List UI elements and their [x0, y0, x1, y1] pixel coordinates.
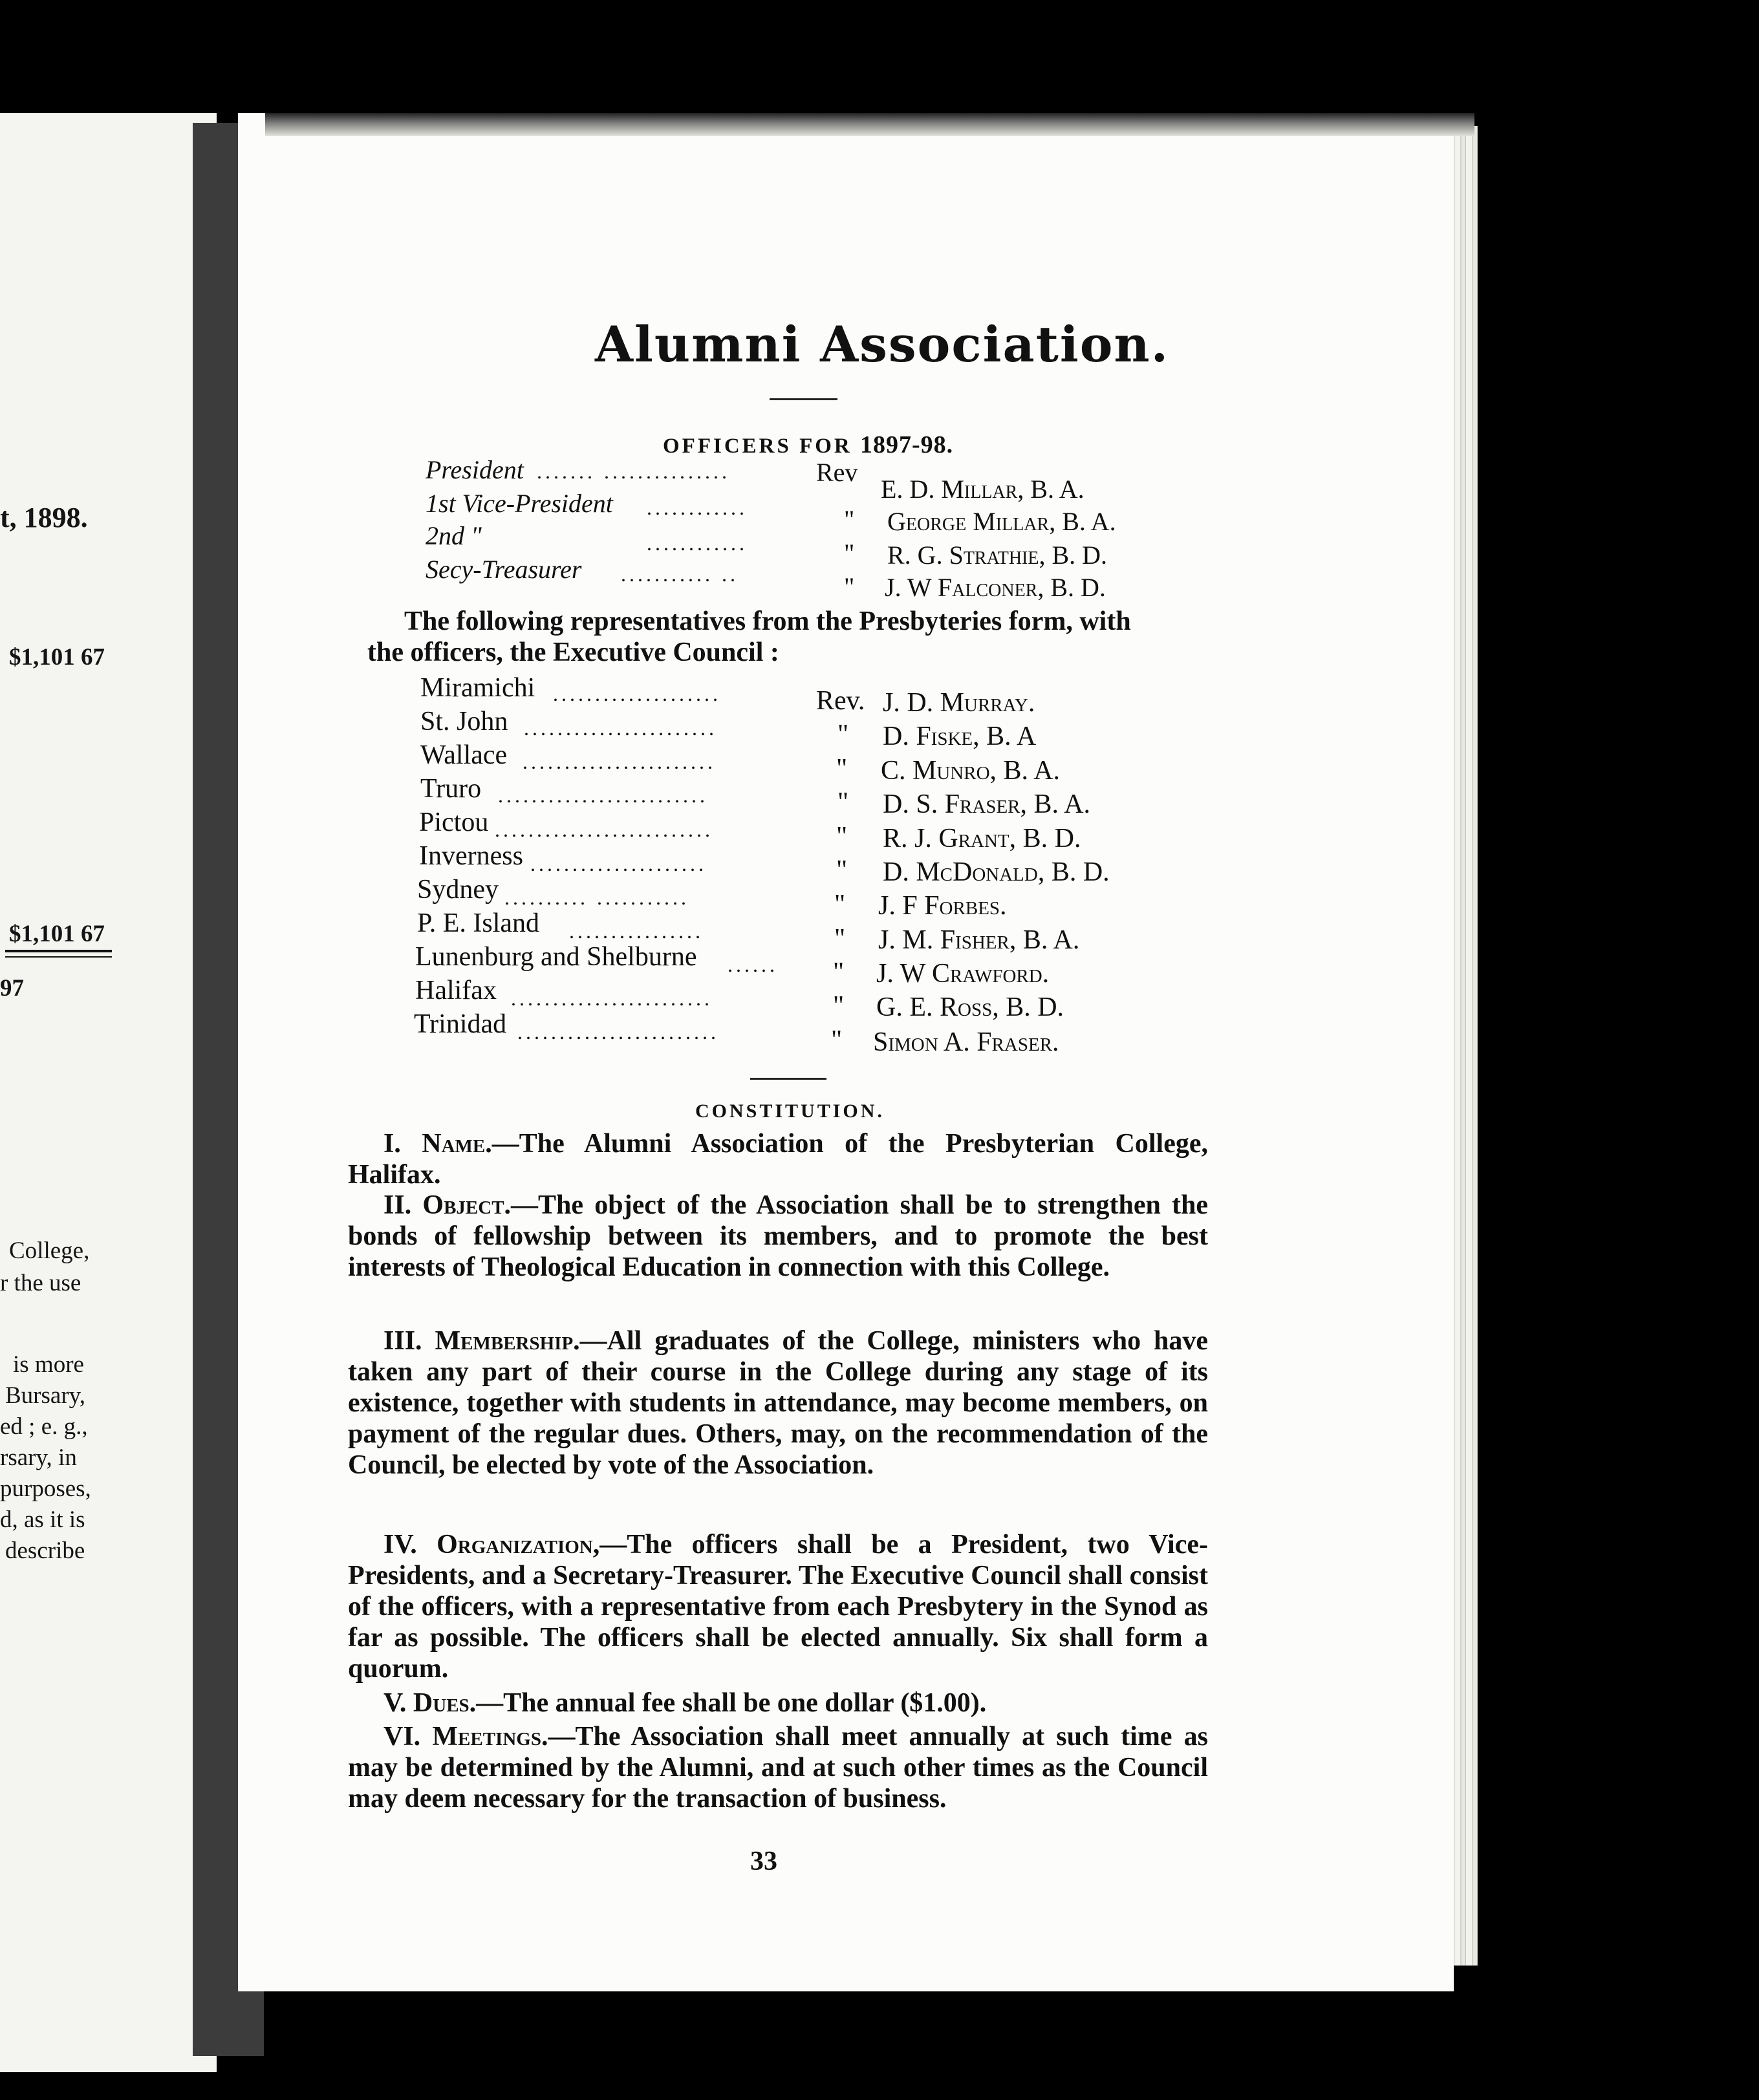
- title-rule: [770, 398, 837, 400]
- leader-dots: ........................: [517, 1020, 719, 1044]
- presbytery-prefix: ": [836, 822, 848, 852]
- officer-prefix: ": [844, 572, 855, 601]
- office-title: 1st Vice-President: [426, 489, 613, 518]
- left-fragment: $1,101 67: [9, 644, 105, 670]
- leader-dots: .......................: [524, 716, 717, 740]
- presbytery-rep: G. E. Ross, B. D.: [876, 992, 1064, 1022]
- presbytery-name: P. E. Island: [417, 908, 539, 938]
- total-rule: [5, 950, 112, 952]
- presbytery-name: Halifax: [415, 976, 497, 1005]
- presbytery-prefix: ": [834, 890, 846, 919]
- left-fragment: ed ; e. g.,: [0, 1413, 88, 1440]
- article-label: Membership.: [435, 1326, 580, 1356]
- leader-dots: ........................: [511, 987, 713, 1010]
- leader-dots: .........................: [498, 784, 708, 807]
- article-text: —The Alumni Association of the Presbyterian College, Halifax.: [348, 1129, 1208, 1190]
- presbytery-prefix: ": [837, 788, 849, 817]
- constitution-article: [348, 1688, 1208, 1719]
- office-title: President: [426, 455, 524, 484]
- presbytery-prefix: ": [833, 958, 845, 987]
- constitution-article: [348, 1721, 1208, 1814]
- presbytery-prefix: ": [837, 720, 849, 749]
- left-fragment: rsary, in: [0, 1444, 77, 1471]
- left-fragment: 97: [0, 975, 24, 1002]
- office-title: Secy-Treasurer: [426, 555, 582, 584]
- article-label: Name.: [422, 1129, 492, 1159]
- article-text: —The Association shall meet annually at such time as may be determined by the Alumni, and at such other times as the Council may deem necessary for the transaction of business.: [348, 1722, 1208, 1814]
- leader-dots: .......... ...........: [504, 886, 689, 909]
- officers-heading: [663, 431, 953, 459]
- leader-dots: ............: [647, 531, 748, 555]
- article-label: Meetings.: [432, 1722, 548, 1752]
- leader-dots: ........... ..: [621, 562, 739, 586]
- leader-dots: .....................: [530, 852, 707, 875]
- left-page: [0, 113, 217, 2072]
- presbytery-rep: J. F Forbes.: [878, 891, 1007, 921]
- officer-prefix: ": [844, 505, 855, 534]
- article-number: V.: [383, 1688, 407, 1718]
- presbytery-name: Inverness: [419, 841, 523, 871]
- presbytery-name: St. John: [420, 707, 508, 736]
- left-fragment: r the use: [0, 1270, 81, 1296]
- officer-name: George Millar, B. A.: [887, 507, 1116, 536]
- presbytery-name: Miramichi: [420, 673, 535, 703]
- leader-dots: ..........................: [495, 818, 713, 841]
- constitution-article: [348, 1190, 1208, 1283]
- office-title: 2nd ": [426, 521, 482, 550]
- article-label: Dues.: [413, 1688, 477, 1718]
- presbytery-name: Wallace: [420, 740, 508, 770]
- total-rule-thin: [5, 956, 112, 958]
- officer-name: R. G. Strathie, B. D.: [887, 541, 1108, 570]
- page-title: Alumni Association.: [595, 316, 1170, 373]
- left-fragment: describe: [5, 1538, 85, 1564]
- council-intro-line: The following representatives from the Presbyteries form, with: [404, 606, 1131, 636]
- left-fragment: is more: [13, 1351, 84, 1378]
- leader-dots: ....... ...............: [537, 460, 730, 483]
- presbytery-name: Pictou: [419, 808, 489, 837]
- left-fragment: $1,101 67: [9, 921, 105, 947]
- presbytery-rep: J. W Crawford.: [876, 959, 1050, 989]
- officer-name: J. W Falconer, B. D.: [885, 573, 1106, 602]
- officer-prefix: ": [844, 539, 855, 568]
- officers-heading-label: OFFICERS FOR: [663, 434, 852, 458]
- presbytery-rep: D. Fiske, B. A: [883, 722, 1037, 751]
- presbytery-rep: Simon A. Fraser.: [873, 1027, 1059, 1057]
- leader-dots: ............: [647, 496, 748, 519]
- presbytery-rep: C. Munro, B. A.: [881, 756, 1061, 786]
- left-fragment: t, 1898.: [0, 502, 88, 533]
- article-text: —The annual fee shall be one dollar ($1.00).: [476, 1688, 987, 1718]
- article-label: Object.: [422, 1190, 512, 1220]
- presbytery-prefix: ": [831, 1025, 843, 1055]
- presbytery-rep: J. M. Fisher, B. A.: [878, 925, 1080, 955]
- leader-dots: ....................: [553, 682, 721, 705]
- left-fragment: purposes,: [0, 1475, 91, 1502]
- leader-dots: ......: [728, 953, 778, 976]
- article-text: —All graduates of the College, ministers who have taken any part of their course in the College during any stage of its existence, together with students in attendance, may become members, on payment of the regular dues. Others, may, on the recommendation of the Council, be elected by vote of the Association.: [348, 1326, 1209, 1480]
- constitution-article: [348, 1325, 1208, 1481]
- article-text: —The officers shall be a President, two Vice-Presidents, and a Secretary-Treasurer. The Executive Council shall consist of the officers, with a representative from each Presbytery in the Synod as far as possible. The officers shall be elected annually. Six shall form a quorum.: [348, 1530, 1208, 1684]
- constitution-article: [348, 1529, 1208, 1684]
- presbytery-rep: J. D. Murray.: [883, 688, 1035, 718]
- presbytery-name: Lunenburg and Shelburne: [415, 942, 697, 972]
- left-fragment: College,: [9, 1238, 90, 1264]
- presbytery-prefix: ": [833, 991, 845, 1021]
- page-number: 33: [750, 1847, 777, 1876]
- presbytery-rep: R. J. Grant, B. D.: [883, 824, 1081, 853]
- officer-prefix: Rev: [816, 458, 858, 487]
- presbytery-name: Truro: [420, 774, 482, 804]
- page-top-shadow: [265, 113, 1474, 136]
- section-rule: [750, 1078, 826, 1080]
- officers-heading-years: 1897-98.: [860, 431, 954, 458]
- article-number: II.: [383, 1190, 412, 1220]
- article-text: —The object of the Association shall be to strengthen the bonds of fellowship between its members, and to promote the best interests of Theological Education in connection with this College.: [348, 1190, 1209, 1282]
- leader-dots: ................: [569, 919, 704, 943]
- constitution-heading: CONSTITUTION.: [695, 1100, 885, 1122]
- presbytery-prefix: Rev.: [816, 686, 865, 716]
- article-number: VI.: [383, 1722, 421, 1752]
- presbytery-rep: D. S. Fraser, B. A.: [883, 789, 1091, 819]
- article-number: IV.: [383, 1530, 417, 1559]
- constitution-article: [348, 1128, 1208, 1190]
- article-label: Organization,: [437, 1530, 600, 1559]
- presbytery-name: Trinidad: [414, 1009, 507, 1039]
- left-fragment: d, as it is: [0, 1506, 85, 1533]
- presbytery-rep: D. McDonald, B. D.: [883, 857, 1110, 887]
- article-number: I.: [383, 1129, 401, 1159]
- presbytery-prefix: ": [836, 754, 848, 784]
- council-intro-line: the officers, the Executive Council :: [367, 638, 779, 667]
- presbytery-prefix: ": [836, 855, 848, 885]
- leader-dots: .......................: [523, 750, 716, 773]
- presbytery-name: Sydney: [417, 875, 499, 905]
- article-number: III.: [383, 1326, 422, 1356]
- officer-name: E. D. Millar, B. A.: [881, 475, 1085, 504]
- left-fragment: Bursary,: [5, 1382, 85, 1409]
- presbytery-prefix: ": [834, 924, 846, 954]
